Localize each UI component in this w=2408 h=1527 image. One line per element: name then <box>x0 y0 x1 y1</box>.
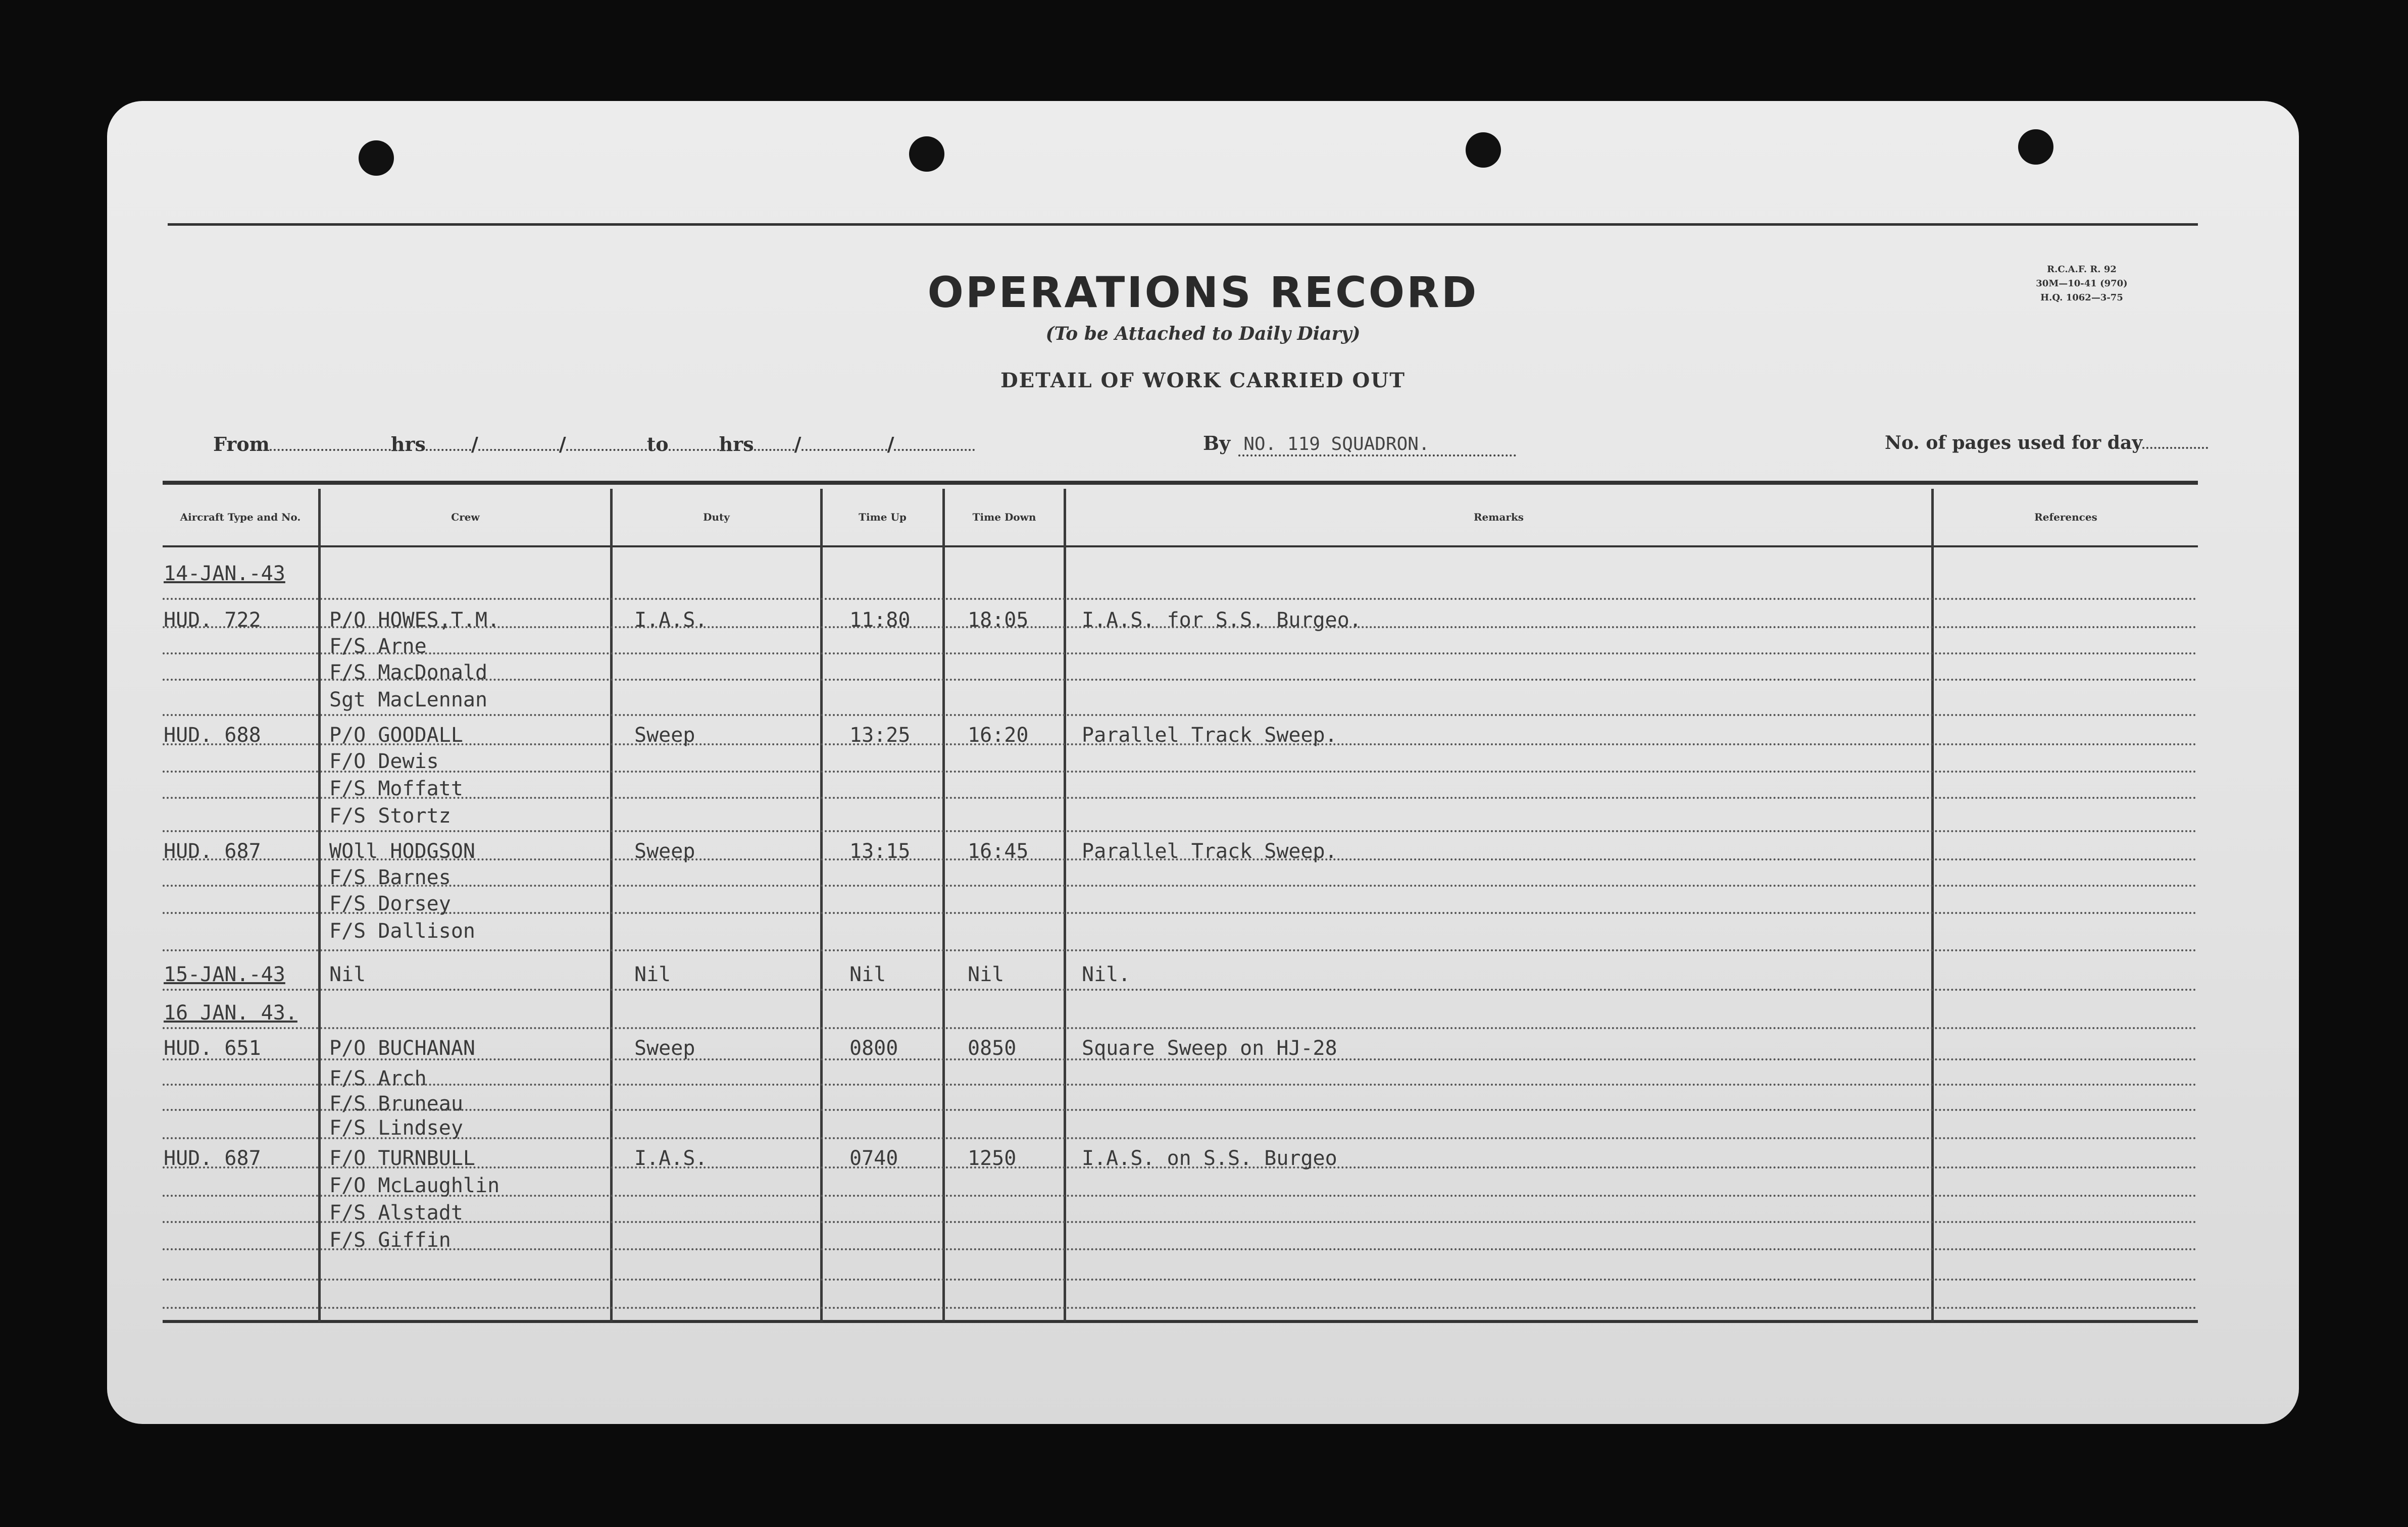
time-up-cell: 13:25 <box>849 724 911 747</box>
duty-cell: Sweep <box>634 724 695 747</box>
remarks-cell: Square Sweep on HJ-28 <box>1082 1037 1337 1060</box>
punch-hole-4 <box>2018 129 2053 165</box>
entry-date: 14-JAN.-43 <box>164 562 285 585</box>
aircraft-cell: HUD. 687 <box>164 840 261 863</box>
squadron-value: NO. 119 SQUADRON. <box>1238 434 1516 456</box>
remarks-cell: I.A.S. for S.S. Burgeo. <box>1082 608 1362 632</box>
crew-cell: F/O TURNBULL <box>329 1147 475 1170</box>
crew-cell: F/S Moffatt <box>329 777 463 800</box>
crew-cell: F/O McLaughlin <box>329 1174 500 1197</box>
row-line <box>163 1248 2198 1250</box>
col-divider-4 <box>942 489 945 1322</box>
row-line <box>163 1307 2198 1309</box>
crew-cell: F/S Lindsey <box>329 1116 463 1140</box>
crew-cell: F/S Alstadt <box>329 1201 463 1225</box>
remarks-cell: I.A.S. on S.S. Burgeo <box>1082 1147 1337 1170</box>
col-divider-5 <box>1064 489 1066 1322</box>
form-subtitle: (To be Attached to Daily Diary) <box>1045 323 1361 344</box>
table-bottom-rule <box>163 1320 2198 1323</box>
header-duty: Duty <box>703 511 730 523</box>
table-top-rule <box>163 481 2198 485</box>
punch-hole-3 <box>1466 132 1501 168</box>
header-remarks: Remarks <box>1473 511 1524 523</box>
crew-cell: Sgt MacLennan <box>329 688 488 711</box>
row-line <box>163 885 2198 887</box>
row-line <box>163 830 2198 832</box>
by-label: By <box>1203 432 1231 454</box>
crew-cell: F/S Arch <box>329 1067 427 1090</box>
row-line <box>163 949 2198 951</box>
header-bottom-rule <box>163 545 2198 547</box>
crew-cell: P/O BUCHANAN <box>329 1037 475 1060</box>
hrs-label: hrs <box>390 433 426 455</box>
crew-cell: Nil <box>329 963 366 986</box>
top-rule <box>168 223 2198 226</box>
row-line <box>163 1137 2198 1139</box>
form-detail-heading: DETAIL OF WORK CARRIED OUT <box>1000 369 1406 392</box>
operations-record-card <box>107 101 2299 1424</box>
header-crew: Crew <box>451 511 480 523</box>
aircraft-cell: HUD. 688 <box>164 724 261 747</box>
row-line <box>163 1279 2198 1281</box>
row-line <box>163 714 2198 716</box>
duty-cell: I.A.S. <box>634 608 708 632</box>
time-down-cell: Nil <box>968 963 1005 986</box>
time-down-cell: 16:20 <box>968 724 1029 747</box>
remarks-cell: Parallel Track Sweep. <box>1082 840 1337 863</box>
crew-cell: F/S Dallison <box>329 920 475 943</box>
to-label: to <box>646 433 669 455</box>
row-line <box>163 652 2198 654</box>
aircraft-cell: HUD. 722 <box>164 608 261 632</box>
duty-cell: I.A.S. <box>634 1147 708 1170</box>
row-line <box>163 771 2198 773</box>
pages-label: No. of pages used for day <box>1885 432 2143 453</box>
time-down-cell: 18:05 <box>968 608 1029 632</box>
time-down-cell: 0850 <box>968 1037 1017 1060</box>
form-reference-code: R.C.A.F. R. 92 30M—10-41 (970) H.Q. 1062—3-75 <box>2036 264 2128 303</box>
time-up-cell: Nil <box>849 963 886 986</box>
time-down-cell: 16:45 <box>968 840 1029 863</box>
header-aircraft: Aircraft Type and No. <box>180 511 301 523</box>
crew-cell: P/O GOODALL <box>329 724 463 747</box>
pages-used-line <box>1885 432 2208 453</box>
time-up-cell: 0800 <box>849 1037 898 1060</box>
aircraft-cell: HUD. 687 <box>164 1147 261 1170</box>
crew-cell: F/S Dorsey <box>329 892 451 915</box>
aircraft-cell: HUD. 651 <box>164 1037 261 1060</box>
row-line <box>163 598 2198 600</box>
crew-cell: F/O Dewis <box>329 750 439 773</box>
row-line <box>163 1027 2198 1029</box>
duty-cell: Nil <box>634 963 671 986</box>
row-line <box>163 1084 2198 1086</box>
col-divider-2 <box>610 489 613 1322</box>
crew-cell: F/S Stortz <box>329 804 451 828</box>
form-title: OPERATIONS RECORD <box>927 268 1479 317</box>
row-line <box>163 797 2198 799</box>
time-down-cell: 1250 <box>968 1147 1017 1170</box>
crew-cell: P/O HOWES,T.M. <box>329 608 500 632</box>
header-time-down: Time Down <box>972 511 1036 523</box>
crew-cell: F/S Barnes <box>329 866 451 889</box>
row-line <box>163 989 2198 991</box>
crew-cell: F/S Bruneau <box>329 1092 463 1115</box>
col-divider-1 <box>318 489 321 1322</box>
duty-cell: Sweep <box>634 1037 695 1060</box>
by-line <box>1203 432 1516 456</box>
crew-cell: F/S MacDonald <box>329 661 488 684</box>
row-line <box>163 1109 2198 1111</box>
time-up-cell: 13:15 <box>849 840 911 863</box>
time-up-cell: 0740 <box>849 1147 898 1170</box>
punch-hole-1 <box>359 140 394 176</box>
from-to-line: From hrs / / to hrs / / <box>213 432 975 455</box>
remarks-cell: Nil. <box>1082 963 1131 986</box>
time-up-cell: 11:80 <box>849 608 911 632</box>
from-label: From <box>213 433 270 455</box>
row-line <box>163 912 2198 914</box>
col-divider-6 <box>1931 489 1934 1322</box>
row-line <box>163 1221 2198 1223</box>
crew-cell: WOll HODGSON <box>329 840 475 863</box>
header-references: References <box>2034 511 2097 523</box>
duty-cell: Sweep <box>634 840 695 863</box>
crew-cell: F/S Giffin <box>329 1229 451 1252</box>
punch-hole-2 <box>909 136 944 172</box>
crew-cell: F/S Arne <box>329 635 427 658</box>
remarks-cell: Parallel Track Sweep. <box>1082 724 1337 747</box>
header-time-up: Time Up <box>859 511 907 523</box>
col-divider-3 <box>820 489 823 1322</box>
entry-date: 16 JAN. 43. <box>164 1001 297 1025</box>
entry-date: 15-JAN.-43 <box>164 963 285 986</box>
